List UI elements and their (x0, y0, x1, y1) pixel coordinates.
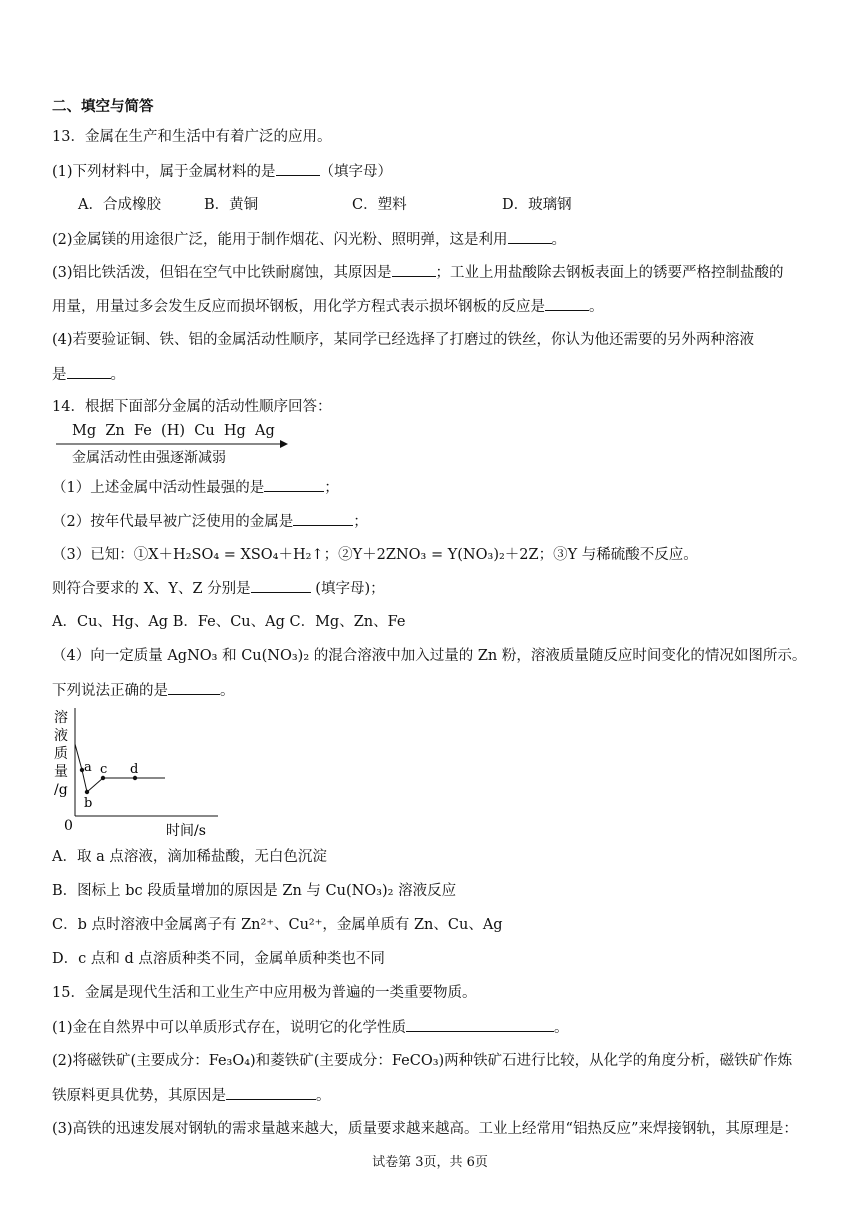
q13-part3-text2: 用量，用量过多会发生反应而损坏钢板，用化学方程式表示损坏钢板的反应是 (52, 299, 545, 315)
q14-part1: （1）上述金属中活动性最强的是 ； (52, 477, 339, 498)
y-axis-label-5: /g (54, 782, 68, 798)
q13-option-c: C．塑料 (352, 197, 407, 213)
answer-blank[interactable] (545, 296, 589, 311)
q15-part1-text: (1)金在自然界中可以单质形式存在，说明它的化学性质 (52, 1020, 407, 1036)
q14-part4-line2: 下列说法正确的是 。 (52, 680, 235, 701)
answer-blank[interactable] (264, 477, 324, 492)
point-a-label: a (84, 760, 92, 775)
answer-blank[interactable] (168, 680, 220, 695)
q13-part3-tail: ；工业上用盐酸除去钢板表面上的锈要严格控制盐酸的 (435, 265, 784, 281)
q13-part3-line2: 用量，用量过多会发生反应而损坏钢板，用化学方程式表示损坏钢板的反应是 。 (52, 296, 604, 317)
answer-blank[interactable] (293, 511, 353, 526)
answer-blank[interactable] (251, 578, 311, 593)
x-axis-label: 时间/s (166, 823, 206, 839)
q14-part4-line1: （4）向一定质量 AgNO₃ 和 Cu(NO₃)₂ 的混合溶液中加入过量的 Zn 粉，溶液质量随反应时间变化的情况如图所示。 (52, 648, 807, 664)
section-heading: 二、填空与简答 (52, 98, 154, 115)
q15-part2-line1: (2)将磁铁矿(主要成分：Fe₃O₄)和菱铁矿(主要成分：FeCO₃)两种铁矿石进行比较，从化学的角度分析，磁铁矿作炼 (52, 1053, 793, 1069)
answer-blank[interactable] (276, 161, 320, 176)
origin-label: 0 (64, 818, 73, 834)
q13-part1 (52, 161, 392, 182)
q14-part3-text: 则符合要求的 X、Y、Z 分别是 (52, 581, 251, 597)
q14-stem: 14．根据下面部分金属的活动性顺序回答： (52, 399, 332, 415)
q15-stem: 15．金属是现代生活和工业生产中应用极为普遍的一类重要物质。 (52, 985, 477, 1001)
q14-part4-text: 下列说法正确的是 (52, 683, 168, 699)
q15-part2-text: 铁原料更具优势，其原因是 (52, 1088, 226, 1104)
q14-part3-options: A．Cu、Hg、Ag B．Fe、Cu、Ag C．Mg、Zn、Fe (52, 614, 406, 630)
q14-choice-a: A．取 a 点溶液，滴加稀盐酸，无白色沉淀 (52, 849, 327, 865)
answer-blank[interactable] (406, 1017, 554, 1032)
page-footer: 试卷第 3页，共 6页 (372, 1155, 488, 1170)
q13-stem: 13．金属在生产和生活中有着广泛的应用。 (52, 129, 332, 145)
q13-part1-tail: （填字母） (319, 164, 393, 180)
q14-choice-d: D．c 点和 d 点溶质种类不同，金属单质种类也不同 (52, 951, 385, 967)
q13-part3-text: (3)铝比铁活泼，但铝在空气中比铁耐腐蚀，其原因是 (52, 265, 392, 281)
point-b (85, 790, 89, 794)
q14-part2: （2）按年代最早被广泛使用的金属是 ； (52, 511, 368, 532)
q14-choice-b: B．图标上 bc 段质量增加的原因是 Zn 与 Cu(NO₃)₂ 溶液反应 (52, 883, 457, 899)
q13-option-a: A．合成橡胶 (78, 197, 161, 213)
arrow-head-icon (280, 440, 288, 448)
q13-part2-text: (2)金属镁的用途很广泛，能用于制作烟花、闪光粉、照明弹，这是利用 (52, 232, 508, 248)
mass-time-graph (48, 704, 228, 840)
y-axis-label-1: 溶 (54, 710, 68, 726)
q13-part4-line1: (4)若要验证铜、铁、铝的金属活动性顺序，某同学已经选择了打磨过的铁丝，你认为他还需要的另外两种溶液 (52, 332, 755, 348)
y-axis-label-4: 量 (54, 764, 68, 780)
q15-part1: (1)金在自然界中可以单质形式存在，说明它的化学性质 。 (52, 1017, 569, 1038)
q14-part1-text: （1）上述金属中活动性最强的是 (52, 480, 265, 496)
q14-part3: （3）已知：①X＋H₂SO₄ = XSO₄＋H₂↑；②Y＋2ZNO₃ = Y(NO₃)₂＋2Z；③Y 与稀硫酸不反应。 (52, 547, 698, 563)
activity-series-caption: 金属活动性由强逐渐减弱 (72, 450, 226, 466)
q13-part4-line2: 是 。 (52, 364, 125, 385)
point-b-label: b (84, 796, 93, 811)
q14-part3-tail: (填字母)； (310, 581, 385, 597)
q13-part1-text: (1)下列材料中，属于金属材料的是 (52, 164, 276, 180)
q13-option-b: B．黄铜 (204, 197, 259, 213)
q15-part2-line2: 铁原料更具优势，其原因是 。 (52, 1085, 331, 1106)
q14-choice-c: C．b 点时溶液中金属离子有 Zn²⁺、Cu²⁺，金属单质有 Zn、Cu、Ag (52, 917, 503, 933)
point-c-label: c (100, 762, 108, 777)
q15-part3: (3)高铁的迅速发展对钢轨的需求量越来越大，质量要求越来越高。工业上经常用“铝热反应”来焊接钢轨，其原理是： (52, 1121, 798, 1137)
y-axis-label-2: 液 (54, 728, 68, 744)
q13-part4-text: 是 (52, 367, 67, 383)
q13-part2: (2)金属镁的用途很广泛，能用于制作烟花、闪光粉、照明弹，这是利用 。 (52, 229, 566, 250)
q13-part3-line1 (52, 262, 784, 283)
activity-series-text: Mg Zn Fe (H) Cu Hg Ag (72, 423, 275, 439)
q14-part2-text: （2）按年代最早被广泛使用的金属是 (52, 514, 294, 530)
q14-part3-line2 (52, 578, 385, 599)
point-d-label: d (130, 762, 139, 777)
activity-series-figure (56, 420, 296, 470)
answer-blank[interactable] (508, 229, 552, 244)
y-axis-label-3: 质 (54, 746, 68, 762)
answer-blank[interactable] (67, 364, 111, 379)
answer-blank[interactable] (226, 1085, 316, 1100)
answer-blank[interactable] (392, 262, 436, 277)
q13-option-d: D．玻璃钢 (502, 197, 572, 213)
